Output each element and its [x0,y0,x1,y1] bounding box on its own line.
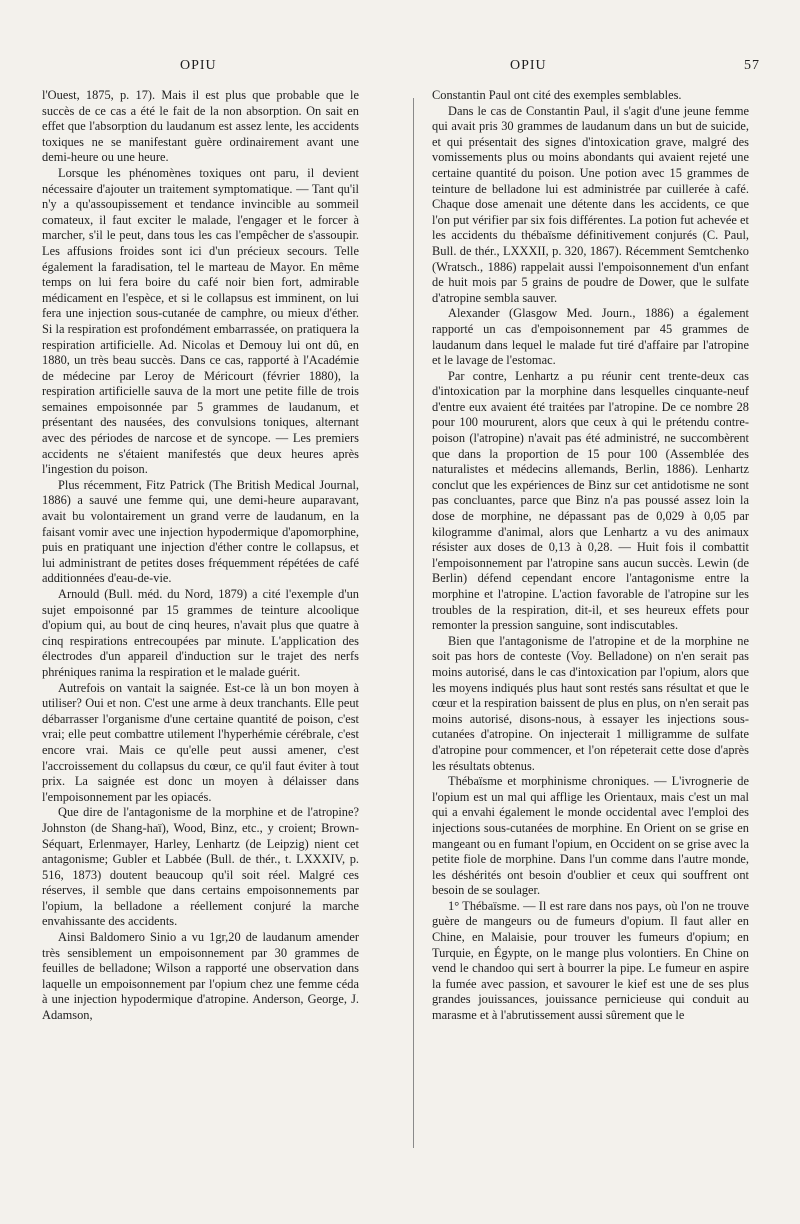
paragraph: Lorsque les phénomènes toxiques ont paru, il devient nécessaire d'ajouter un traitement symptomatique. — Tant qu'il n'y a qu'assoupissement et tendance invincible au sommeil comateux, il faut exciter le malade, l'engager et le forcer à marcher, s'il le peut, dans tous les cas l'empêcher de s'assoupir. Les affusions froides sont ici d'un précieux secours. Telle également la faradisation, tel le marteau de Mayor. En même temps on lui fera boire du café noir bien fort, admirable médicament en l'espèce, et si le collapsus est imminent, on lui fera une injection sous-cutanée de camphre, ou mieux d'éther. Si la respiration est profondément embarrassée, on pratiquera la respiration artificielle. Ad. Nicolas et Demouy lui ont dû, en 1880, un très beau succès. Dans ce cas, rapporté à l'Académie de médecine par Leroy de Méricourt (février 1880), la respiration artificielle sauva de la mort une petite fille de trois semaines empoisonnée par 5 grammes de laudanum, et présentant des nausées, des convulsions toniques, alternant avec des périodes de narcose et de syncope. — Les premiers accidents ne s'étaient manifestés que deux heures après l'ingestion du poison. [42,165,359,477]
paragraph: Autrefois on vantait la saignée. Est-ce là un bon moyen à utiliser? Oui et non. C'est une arme à deux tranchants. Elle peut débarrasser l'organisme d'une certaine quantité de poison, c'est vrai; elle peut combattre utilement l'hyperhémie cérébrale, c'est encore vrai. Mais ce qu'elle peut aussi amener, c'est l'accroissement du collapsus du cœur, ce qu'il faut éviter à tout prix. La saignée est donc un moyen à délaisser dans l'empoisonnement par les opiacés. [42,680,359,804]
paragraph: Constantin Paul ont cité des exemples semblables. [432,88,682,102]
running-head [60,58,760,80]
paragraph: Ainsi Baldomero Sinio a vu 1gr,20 de laudanum amender très sensiblement un empoisonnement par 30 grammes de feuilles de belladone; Wilson a rapporté une observation dans laquelle un empoisonnement par l'opium chez une femme céda à une injection hypodermique d'atropine. Anderson, George, J. Adamson, [42,930,359,1023]
paragraph: Thébaïsme et morphinisme chroniques. — L'ivrognerie de l'opium est un mal qui afflige les Orientaux, mais c'est un mal qui a envahi également le monde occidental avec l'emploi des injections sous-cutanées de morphine. En Orient on se grise en mangeant ou en fumant l'opium, en Occident on se grise avec la petite fiole de morphine. Dans l'un comme dans l'autre monde, les déshérités ont besoin d'oublier et ceux qui souffrent ont besoin de se soulager. [432,774,749,898]
paragraph: Arnould (Bull. méd. du Nord, 1879) a cité l'exemple d'un sujet empoisonné par 15 grammes de teinture alcoolique d'opium qui, au bout de cinq heures, n'avait plus que quatre à cinq respirations entrecoupées par minute. L'application des électrodes d'un appareil d'induction sur le trajet des nerfs phréniques ranima la respiration et le malade guérit. [42,587,359,679]
paragraph: l'Ouest, 1875, p. 17). Mais il est plus que probable que le succès de ce cas a été le fait de la non absorption. On sait en effet que l'absorption du laudanum est assez lente, les accidents toxiques ne se manifestant guère ordinairement avant une demi-heure ou une heure. [42,88,359,165]
paragraph: Plus récemment, Fitz Patrick (The British Medical Journal, 1886) a sauvé une femme qui, une demi-heure auparavant, avait bu volontairement un grand verre de laudanum, en la faisant vomir avec une injection hypodermique d'apomorphine, puis en pratiquant une injection d'éther contre le collapsus, et lui administrant de petites doses fréquemment répétées de café additionnées d'eau-de-vie. [42,477,359,586]
left-text-column [42,88,359,1024]
paragraph: 1° Thébaïsme. — Il est rare dans nos pays, où l'on ne trouve guère de mangeurs ou de fumeurs d'opium. Il faut aller en Chine, en Malaisie, pour trouver les fumeurs d'opium; en Turquie, en Égypte, on le mange plus volontiers. En Chine on vend le chandoo qui sert à bourrer la pipe. Le fumeur en aspire la fumée avec passion, et savourer le kief est une de ses plus grandes jouissances, jouissance pernicieuse qui conduit au marasme et à l'abrutissement aussi sûrement que le [432,898,749,1023]
paragraph: Par contre, Lenhartz a pu réunir cent trente-deux cas d'intoxication par la morphine dans lesquelles cinquante-neuf d'entre eux avaient été traitées par l'atropine. De ce nombre 28 pour 100 moururent, alors que ceux à qui le prétendu contre-poison (l'atropine) n'avait pas été administré, ne succombèrent que dans la proportion de 15 pour 100 (Assemblée des naturalistes et médecins allemands, Berlin, 1886). Lenhartz conclut que les expériences de Binz sur cet antidotisme ne sont pas concluantes, parce que Binz n'a pas poussé assez loin la dose de morphine, ne dépassant pas de 0,029 à 0,05 par kilogramme d'animal, alors que Lenhartz a vu des animaux résister aux doses de 0,13 à 0,28. — Huit fois il combattit l'empoisonnement par l'atropine sans aucun succès. Lewin (de Berlin) défend cependant encore l'antagonisme entre la morphine et l'atropine. L'action favorable de l'atropine sur les troubles de la respiration, dit-il, et ses heureux effets pour remonter la pression sanguine, sont indiscutables. [432,368,749,633]
column-divider [413,98,414,1148]
left-page-title: OPIU [180,58,217,73]
paragraph: Dans le cas de Constantin Paul, il s'agit d'une jeune femme qui avait pris 30 grammes de laudanum dans un but de suicide, et qui présentait des signes d'intoxication grave, malgré des vomissements plus ou moins abondants qui avaient rejeté une certaine quantité du poison. Une potion avec 15 grammes de teinture de belladone lui est administrée par cuillerée à café. Chaque dose amenait une détente dans les accidents, ce que l'on put vérifier par six fois différentes. La potion fut achevée et les accidents du thébaïsme définitivement conjurés (C. Paul, Bull. de thér., LXXXII, p. 320, 1867). Récemment Semtchenko (Wratsch., 1886) rappelait aussi l'empoisonnement d'un enfant de huit mois par 5 grains de poudre de Dower, que le sulfate d'atropine sembla sauver. [432,103,749,305]
page-number: 57 [744,58,760,73]
right-text-column [432,88,749,1024]
right-page-title: OPIU [510,58,547,73]
paragraph: Alexander (Glasgow Med. Journ., 1886) a également rapporté un cas d'empoisonnement par 45 grammes de laudanum dans lequel le malade fut tiré d'affaire par l'atropine et le lavage de l'estomac. [432,306,749,368]
paragraph: Bien que l'antagonisme de l'atropine et de la morphine ne soit pas hors de conteste (Voy. Belladone) on n'en serait pas moins autorisé, dans le cas d'intoxication par l'opium, alors que les moyens indiqués plus haut sont restés sans résultat et que le cœur et la respiration baissent de plus en plus, on n'en serait pas moins autorisé, disons-nous, à essayer les injections sous-cutanées d'atropine. On injecterait 1 milligramme de sulfate d'atropine pour commencer, et l'on répeterait cette dose d'après les résultats obtenus. [432,633,749,773]
paragraph: Que dire de l'antagonisme de la morphine et de l'atropine? Johnston (de Shang-haï), Wood, Binz, etc., y croient; Brown-Séquart, Erlenmayer, Harley, Lenhartz (de Leipzig) nient cet antagonisme; Gubler et Labbée (Bull. de thér., t. LXXXIV, p. 516, 1873) doutent beaucoup qu'il soit réel. Malgré ces réserves, il semble que dans certains empoisonnements par l'opium, la belladone a réellement conjuré la marche envahissante des accidents. [42,805,359,929]
